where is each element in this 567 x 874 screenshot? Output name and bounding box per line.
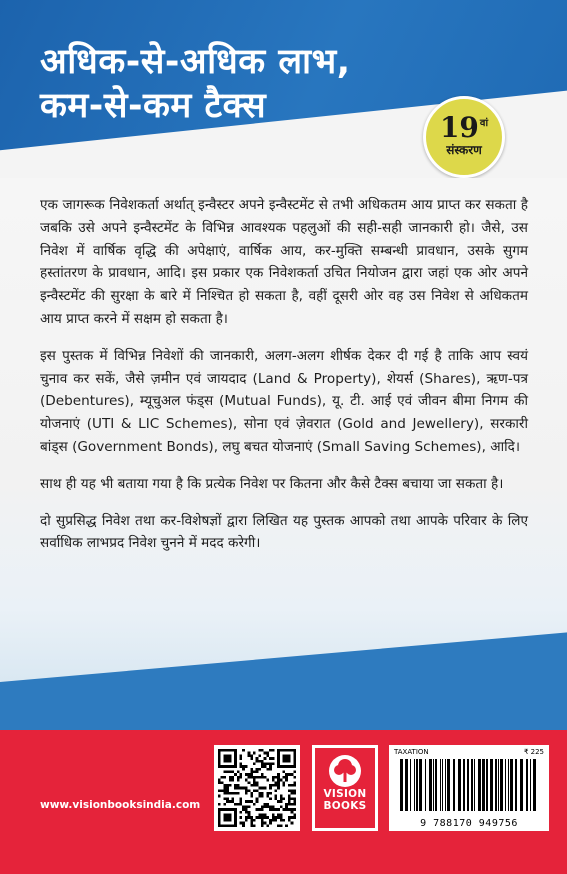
blurb-paragraph-3: साथ ही यह भी बताया गया है कि प्रत्येक निवेश पर कितना और कैसे टैक्स बचाया जा सकता है। — [40, 475, 504, 492]
qr-code — [214, 745, 300, 831]
price-label: ₹ 225 — [523, 748, 544, 756]
title-line-1: अधिक-से-अधिक लाभ, — [40, 42, 351, 82]
category-label: TAXATION — [394, 748, 429, 756]
book-title — [40, 40, 351, 128]
edition-badge — [423, 96, 505, 178]
blurb-paragraph-1: एक जागरूक निवेशकर्ता अर्थात् इन्वैस्टर अपने इन्वैस्टमेंट से तभी अधिकतम आय प्राप्त कर सकता है जबकि उसे अपने इन्वैस्टमेंट के विभिन्न आवश्यक पहलुओं की सही-सही जानकारी हो। जैसे, उस निवेश में वार्षिक वृद्धि की अपेक्षाएं, वार्षिक आय, कर-मुक्ति सम्बन्धी प्रावधान, उसके सुगम हस्तांतरण के प्रावधान, आदि। इस प्रकार एक निवेशकर्ता उचित नियोजन द्वारा जहां एक ओर अपने इन्वैस्टमेंट की सुरक्षा के बारे में निश्चित हो सकता है, वहीं दूसरी ओर वह उस निवेश से अधिकतम आय प्राप्त करने में सक्षम हो सकता है। — [40, 197, 528, 327]
publisher-logo — [312, 745, 378, 831]
barcode-panel — [389, 745, 549, 831]
blurb-paragraph-2: इस पुस्तक में विभिन्न निवेशों की जानकारी, अलग-अलग शीर्षक देकर दी गई है ताकि आप स्वयं चुनाव कर सकें, जैसे ज़मीन एवं जायदाद (Land & Property), शेयर्स (Shares), ऋण-पत्र (Debentures), म्यूचुअल फंड्स (Mutual Funds), यू. टी. आई एवं जीवन बीमा निगम की योजनाएं (UTI & LIC Schemes), सोना एवं ज़ेवरात (Gold and Jewellery), सरकारी बांड्स (Government Bonds), लघु बचत योजनाएं (Small Saving Schemes), आदि। — [40, 347, 528, 455]
edition-number: 19 — [439, 111, 479, 144]
tree-icon — [328, 754, 362, 788]
edition-label: संस्करण — [446, 143, 482, 157]
qr-code-icon — [218, 749, 296, 827]
isbn-number: 9 788170 949756 — [420, 818, 518, 829]
barcode-icon — [394, 757, 544, 813]
title-line-2: कम-से-कम टैक्स — [40, 86, 267, 126]
logo-text-vision: VISION — [323, 788, 367, 800]
edition-suffix: वां — [479, 118, 489, 129]
blurb-text — [40, 194, 528, 569]
blurb-paragraph-4: दो सुप्रसिद्ध निवेश तथा कर-विशेषज्ञों द्वारा लिखित यह पुस्तक आपको तथा आपके परिवार के लिए सर्वाधिक लाभप्रद निवेश चुनने में मदद करेगी। — [40, 512, 528, 552]
logo-text-books: BOOKS — [323, 800, 367, 812]
publisher-website: www.visionbooksindia.com — [40, 799, 201, 811]
